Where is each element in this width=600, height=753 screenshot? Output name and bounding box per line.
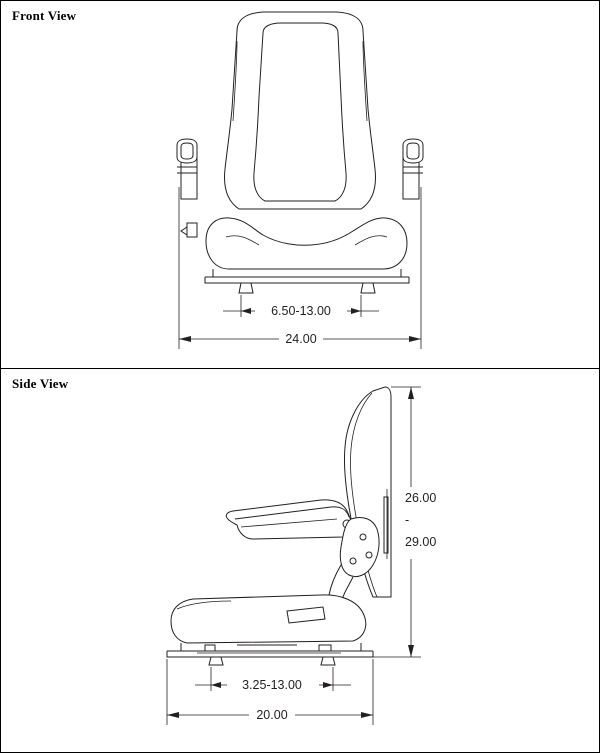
front-view-drawing bbox=[1, 1, 599, 368]
side-view-title: Side View bbox=[12, 376, 69, 391]
front-overall-width-dim: 24.00 bbox=[285, 332, 317, 346]
side-view-panel bbox=[1, 369, 599, 752]
side-back-height-max-dim: 29.00 bbox=[405, 535, 437, 549]
side-overall-length-dim: 20.00 bbox=[256, 708, 288, 722]
front-inner-width-dim: 6.50-13.00 bbox=[271, 304, 331, 318]
side-height-range-dash: - bbox=[405, 513, 410, 527]
front-view-title: Front View bbox=[12, 8, 77, 23]
side-view-drawing bbox=[1, 369, 599, 752]
front-view-panel bbox=[1, 1, 599, 369]
side-inner-length-dim: 3.25-13.00 bbox=[242, 678, 302, 692]
side-back-height-min-dim: 26.00 bbox=[405, 491, 437, 505]
